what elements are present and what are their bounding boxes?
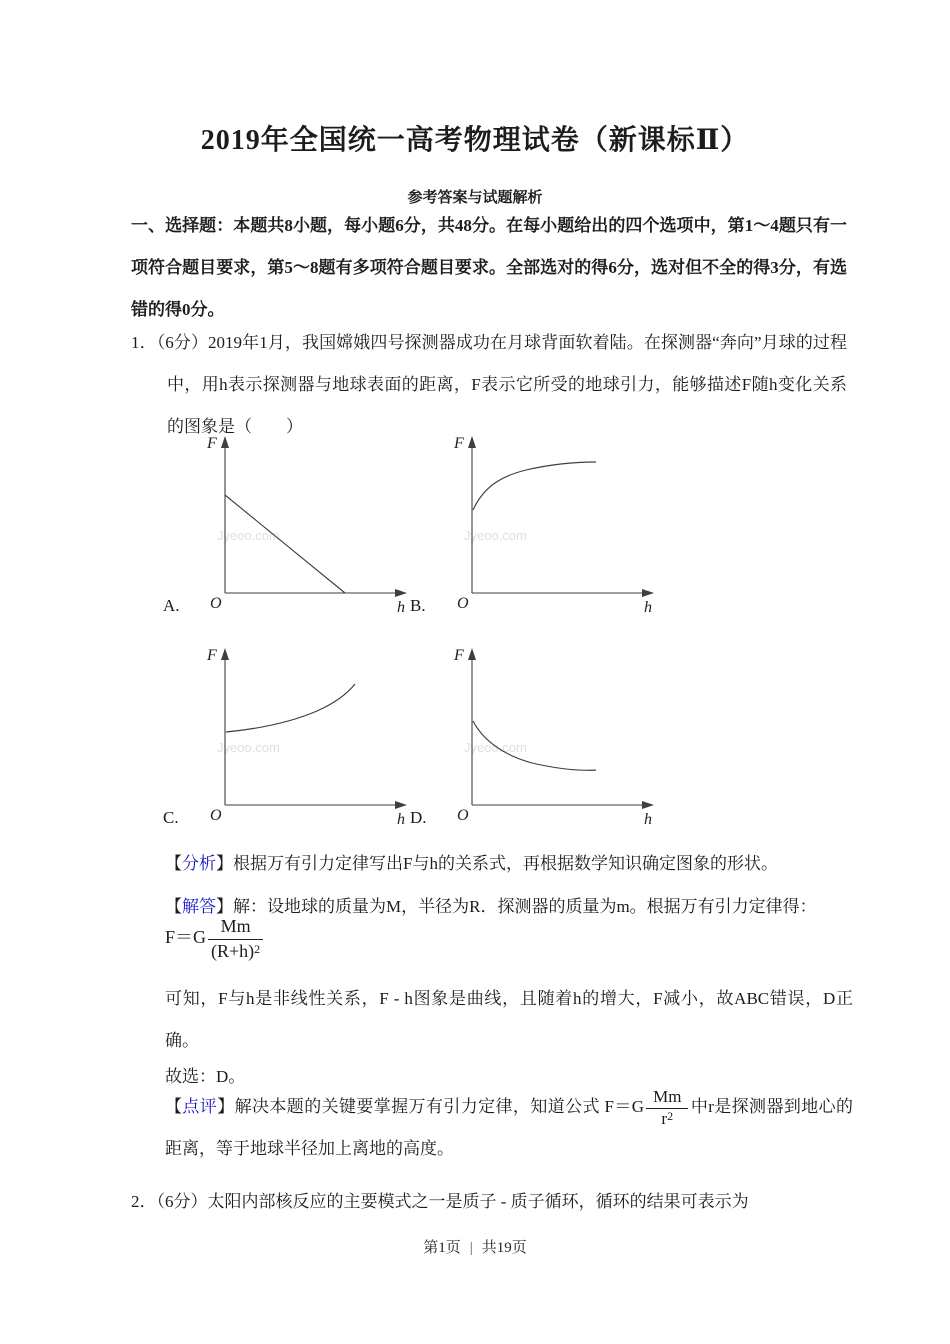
formula-lhs: F＝G	[165, 927, 207, 948]
option-graph-b	[410, 428, 657, 620]
footer-separator: |	[469, 1240, 473, 1256]
option-label-b: B.	[410, 596, 426, 615]
analysis-label: 分析	[182, 854, 216, 873]
footer-current-page: 第1页	[423, 1240, 461, 1256]
x-axis-label: h	[397, 599, 405, 616]
formula-fraction	[208, 916, 263, 962]
question-1-number: 1．	[131, 333, 157, 352]
graph-c-plot	[177, 640, 407, 832]
y-axis-label: F	[454, 435, 464, 452]
x-axis-label: h	[644, 599, 652, 616]
bracket-open: 【	[165, 1097, 183, 1116]
page-subtitle: 参考答案与试题解析	[407, 190, 543, 206]
analysis-paragraph	[165, 843, 853, 885]
graph-a-plot	[177, 428, 407, 620]
y-axis-label: F	[454, 647, 464, 664]
answer-text: 解：设地球的质量为M，半径为R．探测器的质量为m。根据万有引力定律得：	[233, 897, 817, 916]
comment-paragraph	[165, 1086, 853, 1170]
comment-numerator: Mm	[646, 1088, 688, 1109]
watermark-text: Jyeoo.com	[464, 528, 527, 543]
question-2	[131, 1181, 847, 1223]
x-axis-label: h	[397, 811, 405, 828]
page-footer	[0, 1236, 950, 1257]
question-2-number: 2．	[131, 1192, 157, 1211]
analysis-text: 根据万有引力定律写出F与h的关系式，再根据数学知识确定图象的形状。	[233, 854, 778, 873]
option-graph-d	[410, 640, 657, 832]
y-axis-label: F	[207, 647, 217, 664]
bracket-close: 】	[216, 854, 233, 873]
origin-label: O	[457, 807, 469, 824]
bracket-open: 【	[165, 897, 182, 916]
page-title: 2019年全国统一高考物理试卷（新课标Ⅱ）	[200, 125, 750, 156]
section-header: 一、选择题：本题共8小题，每小题6分，共48分。在每小题给出的四个选项中，第1～4题只有一项符合题目要求，第5～8题有多项符合题目要求。全部选对的得6分，选对但不全的得3分，有选错的得0分。	[131, 216, 847, 319]
origin-label: O	[457, 595, 469, 612]
footer-total-pages: 共19页	[481, 1240, 527, 1256]
watermark-text: Jyeoo.com	[217, 740, 280, 755]
bracket-open: 【	[165, 854, 182, 873]
watermark-text: Jyeoo.com	[464, 740, 527, 755]
bracket-close: 】	[216, 897, 233, 916]
x-axis-label: h	[644, 811, 652, 828]
option-label-c: C.	[163, 808, 179, 827]
comment-denominator-base: r	[661, 1108, 668, 1128]
answer-paragraph	[165, 886, 853, 928]
conclusion-paragraph: 可知，F与h是非线性关系，F - h图象是曲线，且随着h的增大，F减小，故ABC错误，D正确。	[165, 989, 853, 1050]
option-graph-c	[163, 640, 410, 832]
comment-exponent: 2	[667, 1108, 674, 1123]
graph-d-plot	[424, 640, 654, 832]
comment-prefix: 解决本题的关键要掌握万有引力定律，知道公式 F＝G	[234, 1097, 645, 1116]
comment-denominator	[646, 1109, 688, 1129]
formula-exponent: 2	[254, 941, 261, 956]
answer-label: 解答	[182, 897, 216, 916]
comment-label: 点评	[182, 1097, 218, 1116]
option-label-a: A.	[163, 596, 180, 615]
option-graphs-row-2	[163, 640, 657, 832]
origin-label: O	[210, 595, 222, 612]
gravity-formula	[165, 916, 265, 962]
comment-suffix: 中r是探测器到地心的距离，等于地球半径加上离地的高度。	[165, 1097, 854, 1159]
option-label-d: D.	[410, 808, 427, 827]
formula-denominator	[208, 940, 263, 963]
origin-label: O	[210, 807, 222, 824]
watermark-text: Jyeoo.com	[217, 528, 280, 543]
option-graphs-row-1	[163, 428, 657, 620]
formula-denominator-base: (R+h)	[211, 940, 255, 961]
y-axis-label: F	[207, 435, 217, 452]
comment-fraction	[646, 1088, 688, 1128]
formula-numerator: Mm	[208, 916, 263, 940]
graph-b-plot	[424, 428, 654, 620]
question-1-text: （6分）2019年1月，我国嫦娥四号探测器成功在月球背面软着陆。在探测器“奔向”月球的过程中，用h表示探测器与地球表面的距离，F表示它所受的地球引力，能够描述F随h变化关系的图象是（ ）	[156, 333, 848, 436]
question-2-text: （6分）太阳内部核反应的主要模式之一是质子 - 质子循环，循环的结果可表示为	[156, 1192, 749, 1211]
choice-paragraph: 故选：D。	[165, 1067, 246, 1086]
option-graph-a	[163, 428, 410, 620]
bracket-close: 】	[217, 1097, 235, 1116]
